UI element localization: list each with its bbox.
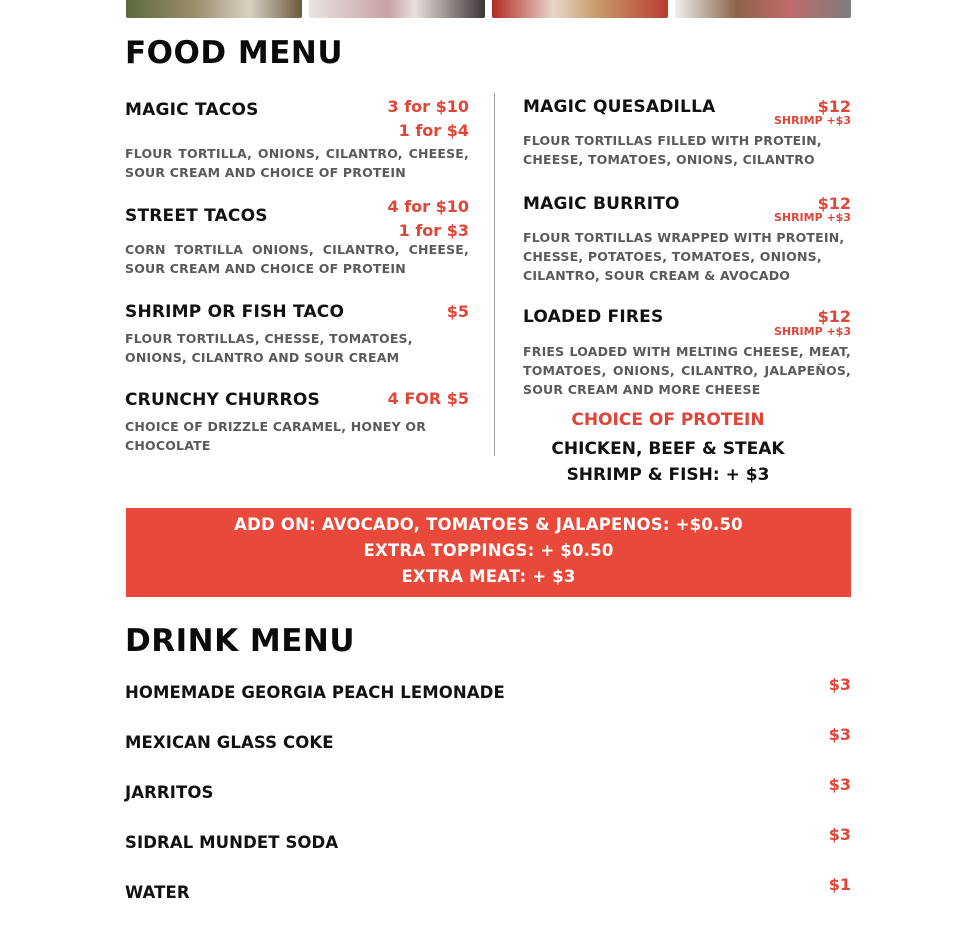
drink-item-price: $1: [828, 875, 851, 894]
menu-item-price: 4 for $10: [387, 197, 469, 216]
food-photo: [675, 0, 851, 18]
drink-item-price: $3: [828, 775, 851, 794]
drink-item-price: $3: [828, 675, 851, 694]
menu-item-description: FLOUR TORTILLAS, CHESSE, TOMATOES, ONIONS, CILANTRO AND SOUR CREAM: [125, 331, 413, 365]
menu-item-price: $12: [817, 97, 851, 116]
menu-item-price: 3 for $10: [387, 97, 469, 116]
drink-item-price: $3: [828, 825, 851, 844]
menu-item-price: $12: [817, 307, 851, 326]
food-menu-title: FOOD MENU: [125, 35, 344, 71]
menu-item-description: FLOUR TORTILLAS FILLED WITH PROTEIN, CHEESE, TOMATOES, ONIONS, CILANTRO: [523, 133, 822, 167]
column-divider: [494, 93, 495, 456]
addon-line: EXTRA TOPPINGS: + $0.50: [363, 541, 614, 560]
menu-item-name: CRUNCHY CHURROS: [125, 390, 320, 410]
menu-item-description: FRIES LOADED WITH MELTING CHEESE, MEAT, TOMATOES, ONIONS, CILANTRO, JALAPEÑOS, SOUR CREAM AND MORE CHEESE: [523, 344, 851, 397]
drink-item-name: SIDRAL MUNDET SODA: [125, 833, 339, 852]
food-photo: [126, 0, 302, 18]
menu-item-name: MAGIC TACOS: [125, 100, 259, 120]
addon-line: EXTRA MEAT: + $3: [401, 567, 576, 586]
menu-item-name: STREET TACOS: [125, 206, 268, 226]
menu-item-sub-price: SHRIMP +$3: [773, 114, 851, 127]
menu-item-name: MAGIC BURRITO: [523, 194, 680, 214]
drink-menu-title: DRINK MENU: [125, 623, 356, 659]
menu-item-price: 1 for $4: [398, 121, 469, 140]
menu-item-sub-price: SHRIMP +$3: [773, 325, 851, 338]
protein-title: CHOICE OF PROTEIN: [571, 410, 765, 430]
addon-line: ADD ON: AVOCADO, TOMATOES & JALAPENOS: +$0.50: [234, 515, 743, 534]
menu-item-name: MAGIC QUESADILLA: [523, 97, 716, 117]
protein-option: SHRIMP & FISH: + $3: [566, 465, 770, 485]
menu-item-description: CHOICE OF DRIZZLE CARAMEL, HONEY OR CHOCOLATE: [125, 419, 427, 453]
protein-option: CHICKEN, BEEF & STEAK: [551, 439, 785, 459]
menu-item-price: $5: [446, 302, 469, 321]
menu-item-name: SHRIMP OR FISH TACO: [125, 302, 345, 322]
drink-item-name: WATER: [125, 883, 190, 902]
drink-item-price: $3: [828, 725, 851, 744]
menu-item-sub-price: SHRIMP +$3: [773, 211, 851, 224]
food-photo: [492, 0, 668, 18]
drink-item-name: MEXICAN GLASS COKE: [125, 733, 334, 752]
menu-item-name: LOADED FIRES: [523, 307, 664, 327]
menu-item-price: 4 FOR $5: [387, 389, 469, 408]
food-photo: [309, 0, 485, 18]
menu-item-price: 1 for $3: [398, 221, 469, 240]
drink-item-name: HOMEMADE GEORGIA PEACH LEMONADE: [125, 683, 505, 702]
menu-item-price: $12: [817, 194, 851, 213]
menu-item-description: CORN TORTILLA ONIONS, CILANTRO, CHEESE, SOUR CREAM AND CHOICE OF PROTEIN: [125, 242, 469, 276]
food-photo-strip: [126, 0, 851, 18]
drink-item-name: JARRITOS: [125, 783, 214, 802]
addon-banner: [126, 508, 851, 597]
menu-item-description: FLOUR TORTILLA, ONIONS, CILANTRO, CHEESE, SOUR CREAM AND CHOICE OF PROTEIN: [125, 146, 469, 180]
menu-item-description: FLOUR TORTILLAS WRAPPED WITH PROTEIN, CHESSE, POTATOES, TOMATOES, ONIONS, CILANTRO, SOUR CREAM & AVOCADO: [523, 230, 845, 283]
